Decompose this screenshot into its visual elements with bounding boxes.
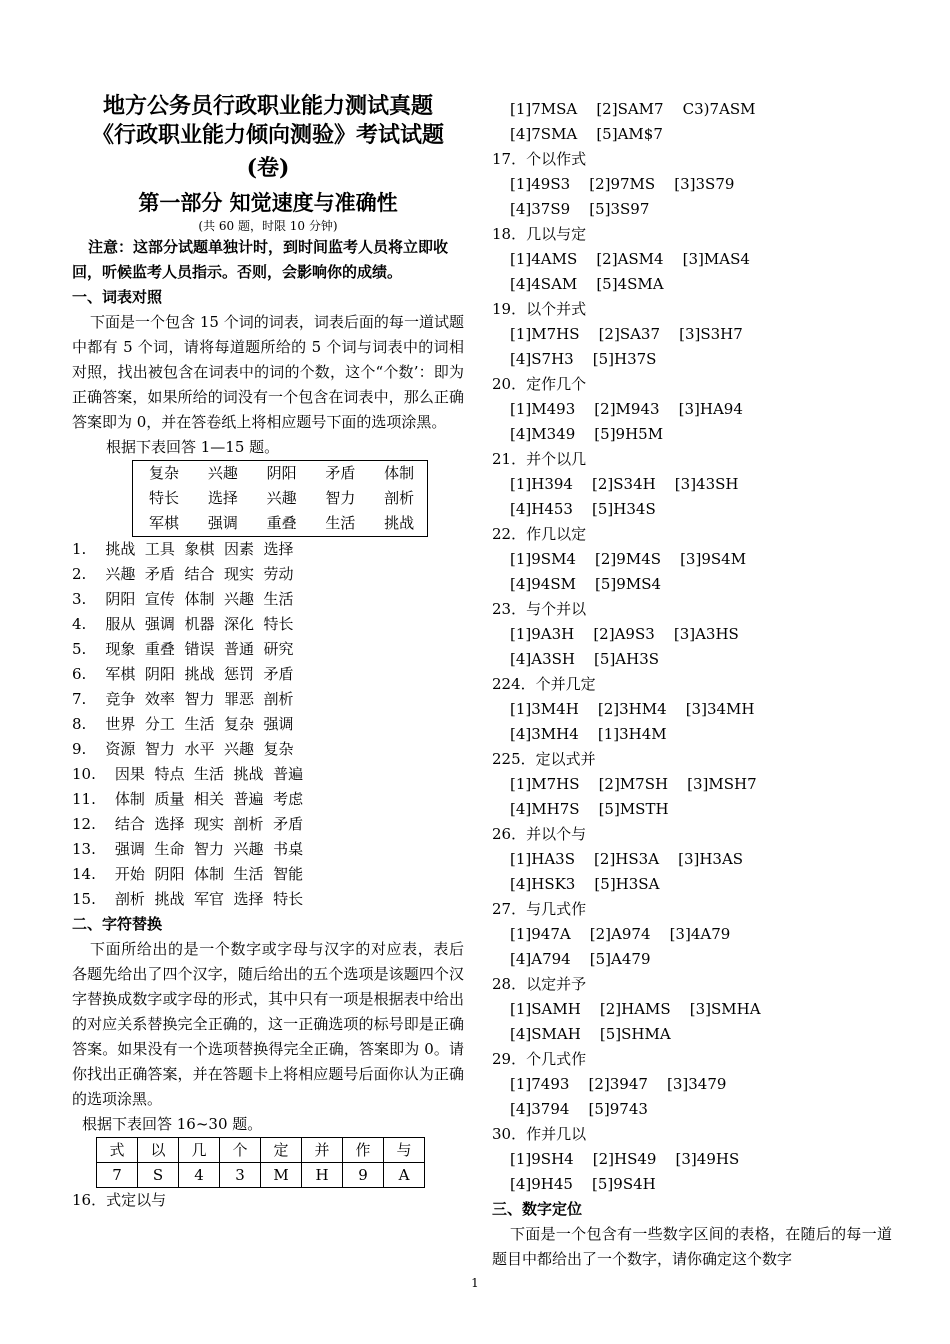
- option-line: [1]7MSA [2]SAM7 C3)7ASM: [510, 100, 756, 118]
- section3-heading: 三、数字定位: [492, 1200, 583, 1218]
- question-item: 1. 挑战 工具 象棋 因素 选择: [72, 540, 294, 558]
- question-head: 28．以定并予: [492, 975, 587, 993]
- char-cell: 与: [384, 1138, 425, 1163]
- word-cell: 挑战: [384, 514, 415, 532]
- char-cell: 以: [138, 1138, 179, 1163]
- section3-intro: 下面是一个包含有一些数字区间的表格，在随后的每一道题目中都给出了一个数字，请你确定这个数字: [492, 1225, 892, 1268]
- question-head: 30．作并几以: [492, 1125, 587, 1143]
- code-cell: S: [138, 1163, 179, 1188]
- option-line: [4]MH7S [5]MSTH: [510, 800, 669, 818]
- word-cell: 重叠: [266, 514, 297, 532]
- word-cell: 特长: [149, 489, 180, 507]
- word-cell: 复杂: [149, 464, 180, 482]
- question-item: 12. 结合 选择 现实 剖析 矛盾: [72, 815, 304, 833]
- question-item: 6. 军棋 阴阳 挑战 惩罚 矛盾: [72, 665, 294, 683]
- word-cell: 选择: [207, 489, 238, 507]
- option-line: [1]9A3H [2]A9S3 [3]A3HS: [510, 625, 739, 643]
- option-line: [4]9H45 [5]9S4H: [510, 1175, 656, 1193]
- word-cell: 强调: [207, 514, 238, 532]
- part-subtitle: (共 60 题，时限 10 分钟): [198, 219, 338, 233]
- code-cell: 3: [220, 1163, 261, 1188]
- word-table-row: [133, 511, 428, 537]
- word-cell: 体制: [384, 464, 415, 482]
- option-line: [4]7SMA [5]AM$7: [510, 125, 663, 143]
- question-item: 11. 体制 质量 相关 普遍 考虑: [72, 790, 304, 808]
- option-line: [1]M7HS [2]M7SH [3]MSH7: [510, 775, 757, 793]
- question-item: 10. 因果 特点 生活 挑战 普遍: [72, 765, 304, 783]
- question-item: 9. 资源 智力 水平 兴趣 复杂: [72, 740, 294, 758]
- section1-heading: 一、词表对照: [72, 288, 163, 306]
- question-head: 225．定以式并: [492, 750, 596, 768]
- question-head: 19．以个并式: [492, 300, 587, 318]
- option-line: [1]9SH4 [2]HS49 [3]49HS: [510, 1150, 740, 1168]
- option-line: [1]SAMH [2]HAMS [3]SMHA: [510, 1000, 761, 1018]
- right-column: [492, 97, 892, 1272]
- question-head: 20．定作几个: [492, 375, 587, 393]
- doc-title-line3: (卷): [246, 155, 290, 181]
- question-head: 224．个并几定: [492, 675, 596, 693]
- option-line: [4]3794 [5]9743: [510, 1100, 648, 1118]
- word-cell: 兴趣: [266, 489, 297, 507]
- option-line: [4]M349 [5]9H5M: [510, 425, 664, 443]
- code-table: [96, 1137, 425, 1188]
- code-cell: H: [302, 1163, 343, 1188]
- option-line: [4]H453 [5]H34S: [510, 500, 656, 518]
- section1-intro: 下面是一个包含 15 个词的词表，词表后面的每一道试题中都有 5 个词，请将每道题所给的 5 个词与词表中的词相对照，找出被包含在词表中的词的个数，这个“个数’：即为正确答案，如果所给的词没有一个包含在词表中，那么正确答案即为 0，并在答卷纸上将相应题号下面的选项涂黑。: [72, 313, 464, 431]
- option-line: [1]HA3S [2]HS3A [3]H3AS: [510, 850, 744, 868]
- section2-heading: 二、字符替换: [72, 915, 163, 933]
- option-line: [4]94SM [5]9MS4: [510, 575, 662, 593]
- question-item: 14. 开始 阴阳 体制 生活 智能: [72, 865, 304, 883]
- char-cell: 定: [261, 1138, 302, 1163]
- page-number: 1: [471, 1276, 479, 1290]
- exam-notice: 注意：这部分试题单独计时，到时间监考人员将立即收回，听候监考人员指示。否则，会影响你的成绩。: [72, 238, 449, 281]
- option-line: [4]A3SH [5]AH3S: [510, 650, 660, 668]
- option-line: [4]4SAM [5]4SMA: [510, 275, 664, 293]
- char-cell: 几: [179, 1138, 220, 1163]
- option-line: [1]3M4H [2]3HM4 [3]34MH: [510, 700, 755, 718]
- char-cell: 式: [97, 1138, 138, 1163]
- doc-title-line1: 地方公务员行政职业能力测试真题: [102, 93, 433, 119]
- word-table-row: [133, 461, 428, 487]
- option-line: [1]9SM4 [2]9M4S [3]9S4M: [510, 550, 747, 568]
- code-table-chars-row: [97, 1138, 425, 1163]
- option-line: [1]H394 [2]S34H [3]43SH: [510, 475, 739, 493]
- option-line: [4]37S9 [5]3S97: [510, 200, 650, 218]
- word-cell: 生活: [325, 514, 356, 532]
- section2-intro: 下面所给出的是一个数字或字母与汉字的对应表，表后各题先给出了四个汉字，随后给出的五个选项是该题四个汉字替换成数字或字母的形式，其中只有一项是根据表中给出的对应关系替换完全正确的，这一正确选项的标号即是正确答案。如果没有一个选项替换得完全正确，答案即为 0。请你找出正确答案，并在答题卡上将相应题号后面你认为正确的选项涂黑。: [72, 940, 464, 1108]
- question-item: 4. 服从 强调 机器 深化 特长: [72, 615, 294, 633]
- option-line: [4]HSK3 [5]H3SA: [510, 875, 660, 893]
- option-line: [4]SMAH [5]SHMA: [510, 1025, 671, 1043]
- word-cell: 阴阳: [266, 464, 297, 482]
- option-line: [1]4AMS [2]ASM4 [3]MAS4: [510, 250, 750, 268]
- word-table: [132, 460, 428, 537]
- char-cell: 并: [302, 1138, 343, 1163]
- code-cell: M: [261, 1163, 302, 1188]
- word-cell: 兴趣: [207, 464, 238, 482]
- option-line: [1]7493 [2]3947 [3]3479: [510, 1075, 727, 1093]
- section2-table-lead: 根据下表回答 16~30 题。: [82, 1115, 263, 1133]
- question-head: 17．个以作式: [492, 150, 587, 168]
- question-head: 21．并个以几: [492, 450, 587, 468]
- question-item: 5. 现象 重叠 错误 普通 研究: [72, 640, 294, 658]
- option-line: [4]3MH4 [1]3H4M: [510, 725, 667, 743]
- question-item: 15. 剖析 挑战 军官 选择 特长: [72, 890, 304, 908]
- option-line: [1]947A [2]A974 [3]4A79: [510, 925, 731, 943]
- question-head: 23．与个并以: [492, 600, 587, 618]
- question-16-head: 16．式定以与: [72, 1191, 167, 1209]
- option-line: [1]49S3 [2]97MS [3]3S79: [510, 175, 735, 193]
- section2-question-list: [492, 97, 892, 1197]
- option-line: [1]M493 [2]M943 [3]HA94: [510, 400, 743, 418]
- char-cell: 作: [343, 1138, 384, 1163]
- code-table-codes-row: [97, 1163, 425, 1188]
- question-head: 29．个几式作: [492, 1050, 587, 1068]
- code-cell: 9: [343, 1163, 384, 1188]
- char-cell: 个: [220, 1138, 261, 1163]
- code-cell: 4: [179, 1163, 220, 1188]
- code-cell: 7: [97, 1163, 138, 1188]
- question-head: 18．几以与定: [492, 225, 587, 243]
- word-cell: 矛盾: [325, 464, 356, 482]
- word-cell: 军棋: [149, 514, 180, 532]
- doc-title-line2: 《行政职业能力倾向测验》考试试题: [91, 122, 444, 148]
- left-column: [72, 92, 464, 1213]
- question-item: 3. 阴阳 宣传 体制 兴趣 生活: [72, 590, 294, 608]
- question-item: 8. 世界 分工 生活 复杂 强调: [72, 715, 294, 733]
- option-line: [4]A794 [5]A479: [510, 950, 651, 968]
- code-cell: A: [384, 1163, 425, 1188]
- question-item: 2. 兴趣 矛盾 结合 现实 劳动: [72, 565, 294, 583]
- option-line: [4]S7H3 [5]H37S: [510, 350, 657, 368]
- part-title: 第一部分 知觉速度与准确性: [138, 190, 398, 215]
- section1-question-list: [72, 537, 464, 912]
- word-cell: 智力: [325, 489, 356, 507]
- word-cell: 剖析: [384, 489, 415, 507]
- option-line: [1]M7HS [2]SA37 [3]S3H7: [510, 325, 743, 343]
- word-table-row: [133, 486, 428, 511]
- question-item: 7. 竞争 效率 智力 罪恶 剖析: [72, 690, 294, 708]
- question-head: 22．作几以定: [492, 525, 587, 543]
- question-item: 13. 强调 生命 智力 兴趣 书桌: [72, 840, 304, 858]
- section1-table-lead: 根据下表回答 1—15 题。: [106, 438, 280, 456]
- question-head: 26．并以个与: [492, 825, 587, 843]
- question-head: 27．与几式作: [492, 900, 587, 918]
